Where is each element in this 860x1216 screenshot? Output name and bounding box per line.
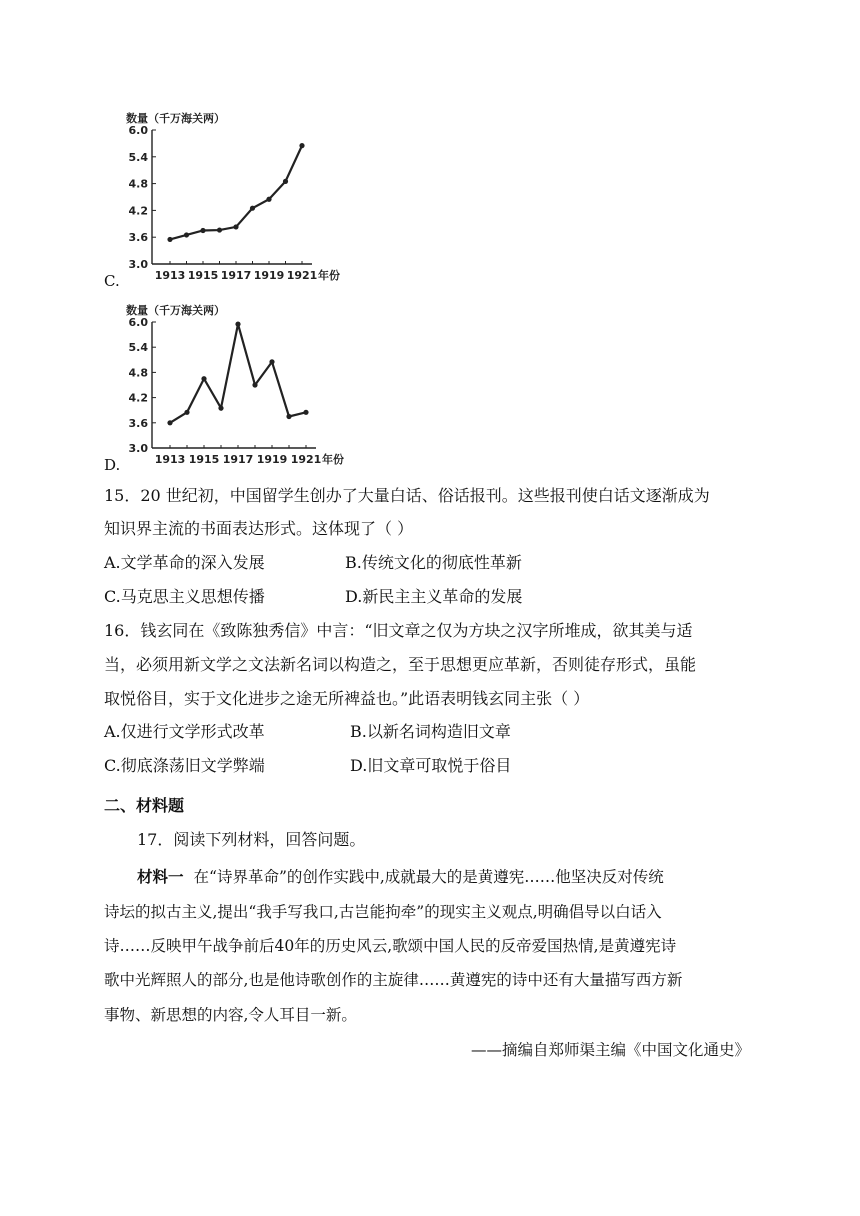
material-label: 材料一 <box>137 868 184 886</box>
x-tick-label: 1915 <box>187 269 219 282</box>
data-point <box>167 420 172 425</box>
data-point <box>299 143 304 148</box>
data-point <box>184 232 189 237</box>
q15-stem-line-2: 知识界主流的书面表达形式。这体现了（ ） <box>104 519 414 538</box>
y-tick-label: 3.6 <box>128 231 148 245</box>
x-tick-label: 1917 <box>222 453 254 466</box>
option-c-label: C. <box>104 272 120 290</box>
y-tick-label: 4.8 <box>128 366 148 380</box>
y-tick-label: 4.2 <box>128 391 148 405</box>
data-point <box>235 322 240 327</box>
q17-material-line-4: 歌中光辉照人的部分,也是他诗歌创作的主旋律……黄遵宪的诗中还有大量描写西方新 <box>104 971 683 989</box>
q16-option-c[interactable]: C.彻底涤荡旧文学弊端 <box>104 756 265 775</box>
q17-material-line-5: 事物、新思想的内容,令人耳目一新。 <box>104 1006 357 1024</box>
x-tick-label: 1919 <box>256 453 288 466</box>
data-point <box>286 414 291 419</box>
y-axis-label: 数量（千万海关两） <box>126 304 225 317</box>
data-point <box>269 359 274 364</box>
data-point <box>167 237 172 242</box>
q15-option-c[interactable]: C.马克思主义思想传播 <box>104 587 265 606</box>
x-tick-label: 1921 <box>286 269 318 282</box>
chart-option-d <box>108 296 358 466</box>
material-text-1: 在“诗界革命”的创作实践中,成就最大的是黄遵宪……他坚决反对传统 <box>193 868 664 886</box>
y-tick-label: 4.2 <box>128 204 148 218</box>
y-tick-label: 4.8 <box>128 177 148 191</box>
x-tick-label: 1913 <box>154 453 186 466</box>
data-point <box>218 406 223 411</box>
q15-option-b[interactable]: B.传统文化的彻底性革新 <box>345 553 522 572</box>
q16-option-b[interactable]: B.以新名词构造旧文章 <box>350 722 511 741</box>
y-tick-label: 6.0 <box>128 316 148 329</box>
line-chart-c <box>108 100 358 285</box>
q15-option-a[interactable]: A.文学革命的深入发展 <box>104 553 265 572</box>
q16-stem-line-1: 16．钱玄同在《致陈独秀信》中言：“旧文章之仅为方块之汉字所堆成，欲其美与适 <box>104 621 693 640</box>
line-chart-d <box>108 296 358 466</box>
data-point <box>283 179 288 184</box>
q16-option-a[interactable]: A.仅进行文学形式改革 <box>104 722 265 741</box>
y-tick-label: 3.6 <box>128 416 148 430</box>
y-tick-label: 3.0 <box>128 258 148 271</box>
data-point <box>201 376 206 381</box>
y-tick-label: 5.4 <box>128 150 148 164</box>
data-point <box>184 410 189 415</box>
q17-stem: 17．阅读下列材料，回答问题。 <box>137 830 366 849</box>
y-axis-label: 数量（千万海关两） <box>126 112 225 125</box>
data-point <box>233 224 238 229</box>
y-tick-label: 3.0 <box>128 442 148 455</box>
series-line <box>170 324 306 423</box>
option-d-label: D. <box>104 456 121 474</box>
q16-stem-line-2: 当，必须用新文学之文法新名词以构造之，至于思想更应革新，否则徒存形式，虽能 <box>104 655 697 674</box>
y-tick-label: 5.4 <box>128 341 148 355</box>
q17-material-line-2: 诗坛的拟古主义,提出“我手写我口,古岂能拘牵”的现实主义观点,明确倡导以白话入 <box>104 903 662 921</box>
x-tick-label: 1919 <box>253 269 285 282</box>
q16-option-d[interactable]: D.旧文章可取悦于俗目 <box>350 756 512 775</box>
y-tick-label: 6.0 <box>128 124 148 137</box>
q15-option-d[interactable]: D.新民主主义革命的发展 <box>345 587 523 606</box>
section-heading: 二、材料题 <box>104 796 185 815</box>
q16-stem-line-3: 取悦俗目，实于文化进步之途无所裨益也。”此语表明钱玄同主张（ ） <box>104 689 590 708</box>
data-point <box>266 197 271 202</box>
q15-stem-line-1: 15．20 世纪初，中国留学生创办了大量白话、俗话报刊。这些报刊使白话文逐渐成为 <box>104 486 710 505</box>
x-tick-label: 1917 <box>220 269 252 282</box>
data-point <box>303 410 308 415</box>
x-tick-label: 1921 <box>290 453 322 466</box>
q17-material-line-3: 诗……反映甲午战争前后40年的历史风云,歌颂中国人民的反帝爱国热情,是黄遵宪诗 <box>104 937 677 955</box>
data-point <box>217 227 222 232</box>
q17-material-line-1 <box>137 865 664 887</box>
data-point <box>200 228 205 233</box>
data-point <box>250 206 255 211</box>
data-point <box>252 382 257 387</box>
x-tick-label: 1913 <box>154 269 186 282</box>
x-axis-label: 年份 <box>318 269 340 282</box>
x-axis-label: 年份 <box>322 453 344 466</box>
x-tick-label: 1915 <box>188 453 220 466</box>
q17-source: ——摘编自郑师渠主编《中国文化通史》 <box>470 1041 750 1059</box>
chart-option-c <box>108 100 358 285</box>
